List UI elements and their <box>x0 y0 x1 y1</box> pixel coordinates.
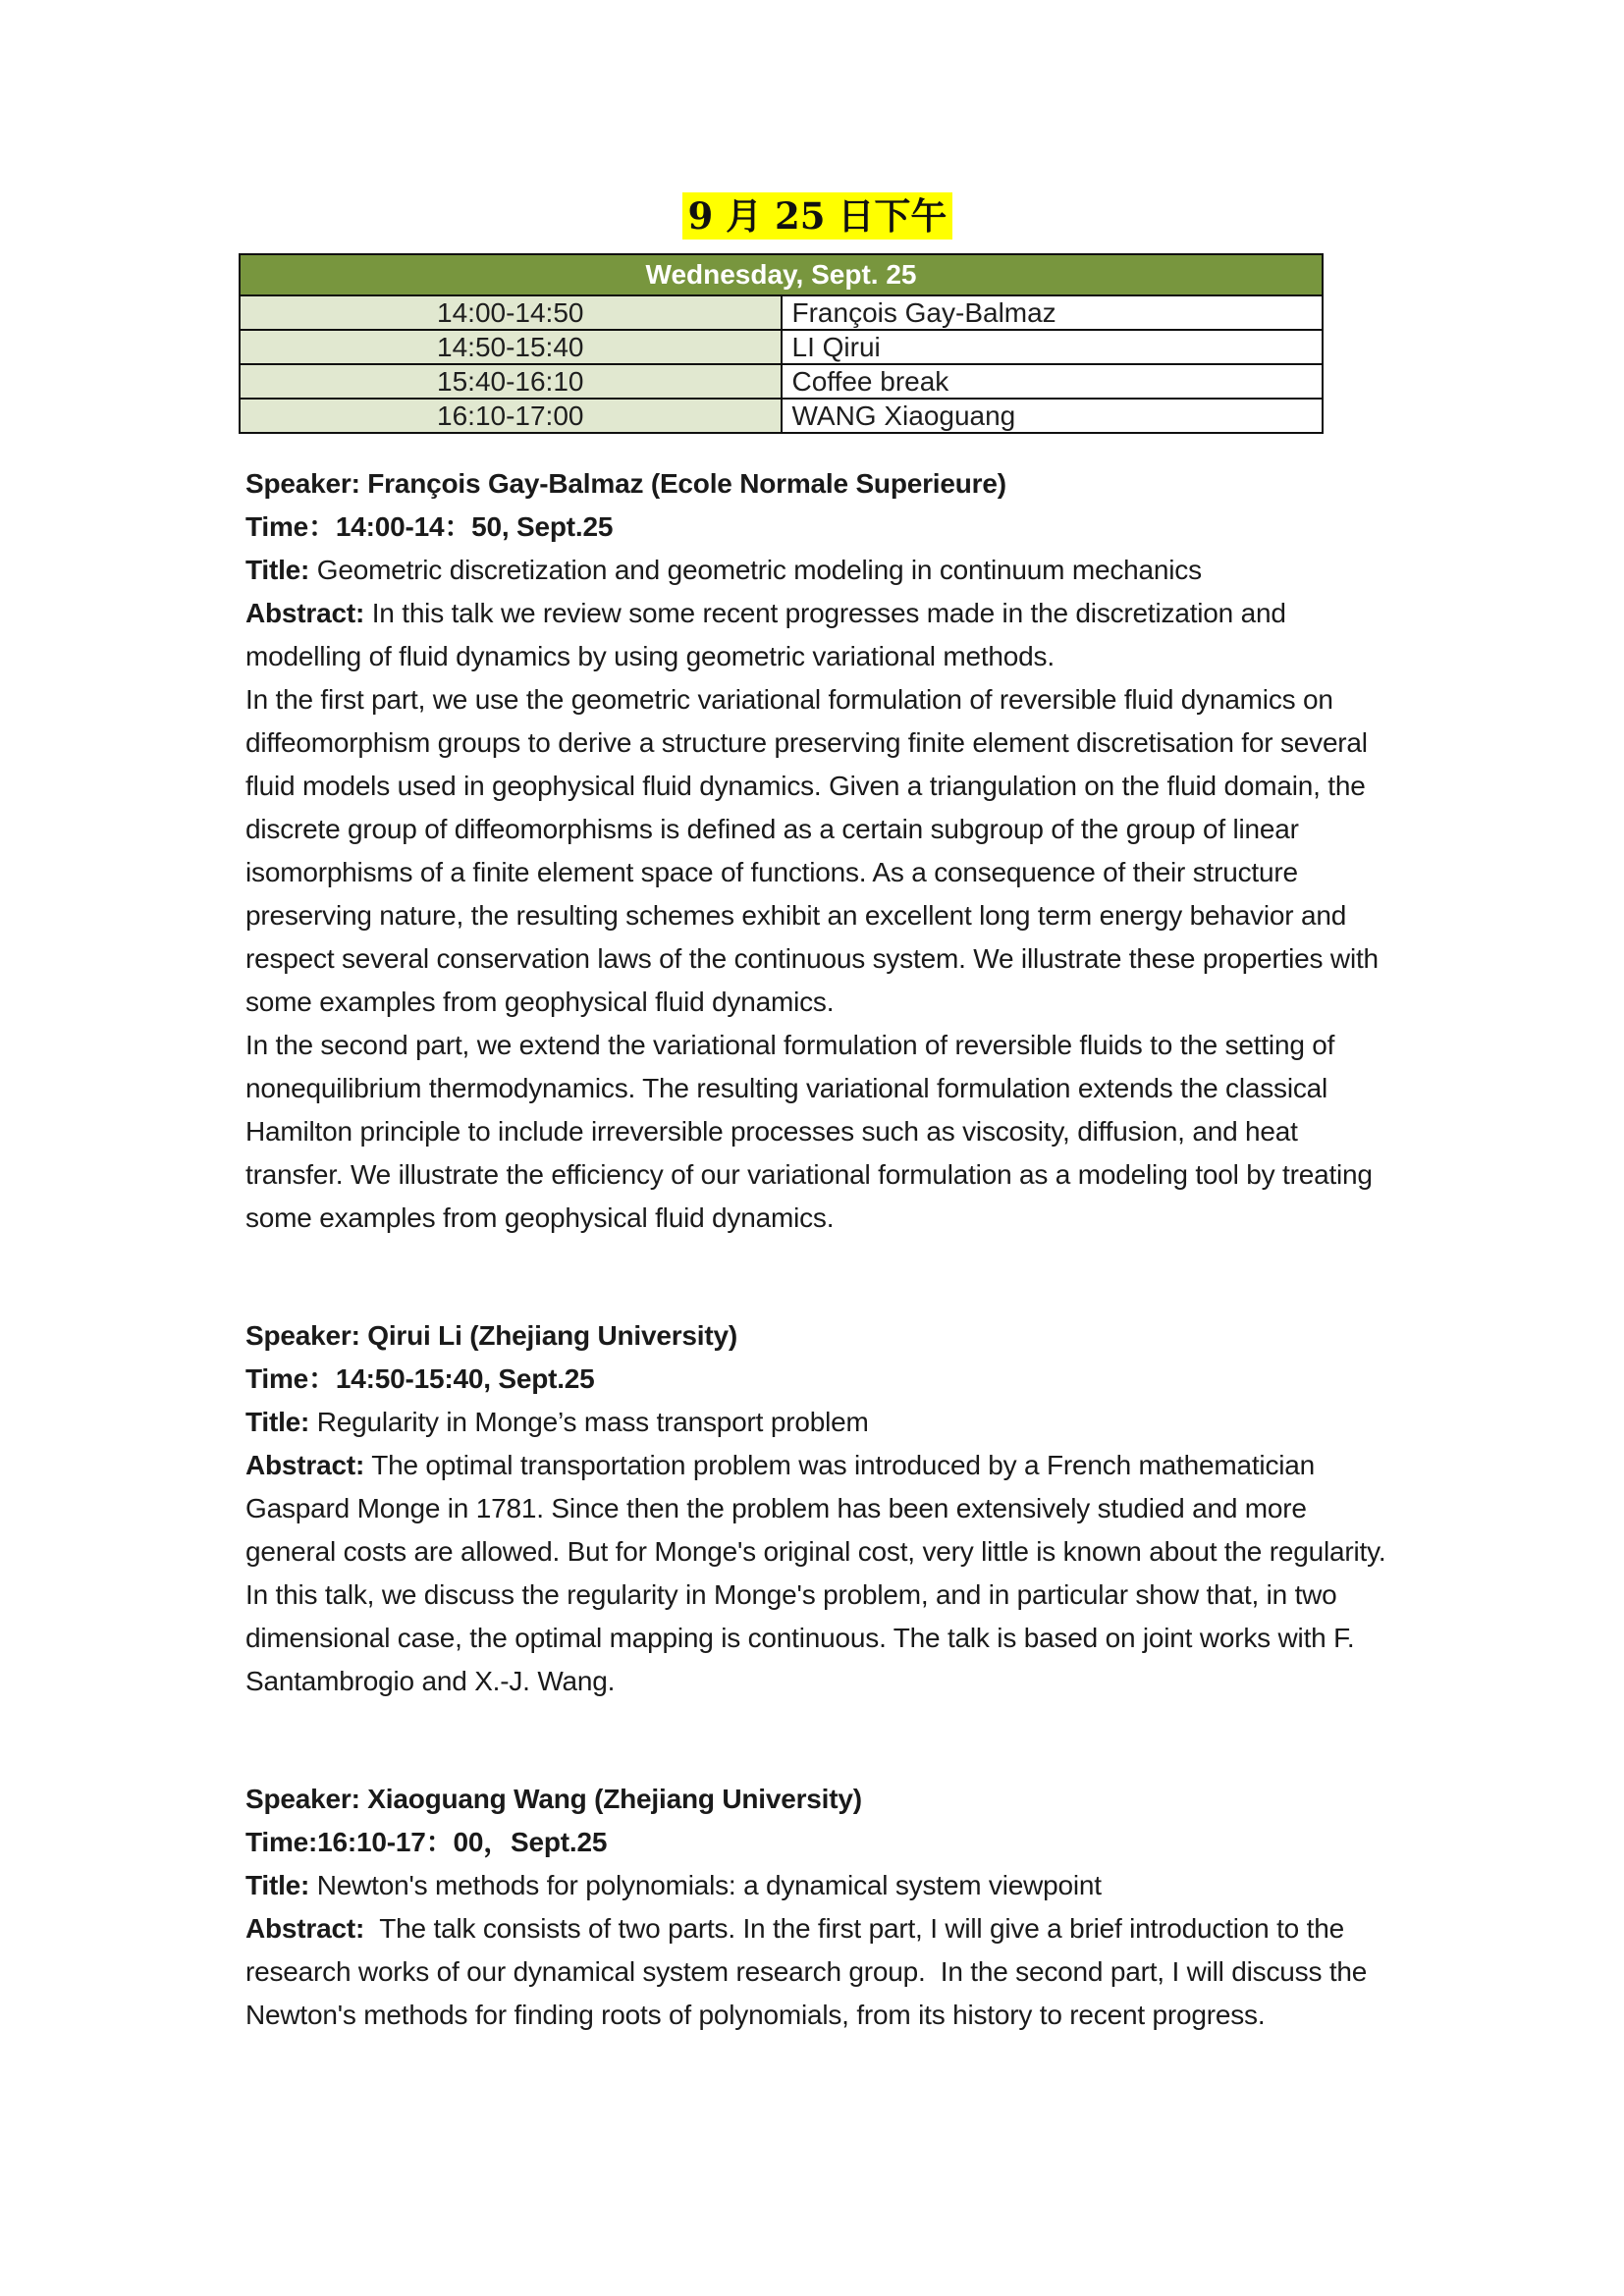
title-text: Regularity in Monge’s mass transport problem <box>309 1407 869 1437</box>
page-title: 9 月 25 日下午 <box>682 192 953 240</box>
abstract-text: The talk consists of two parts. In the first part, I will give a brief introduction to the research works of our dynamical system research group. In the second part, I will discuss the Newton's methods for finding roots of polynomials, from its history to recent progress. <box>245 1913 1368 2030</box>
abstract-paragraph <box>245 1907 1389 2037</box>
speaker-line: Speaker: François Gay-Balmaz (Ecole Normale Superieure) <box>245 468 1006 499</box>
time-line: Time：14:00-14：50, Sept.25 <box>245 511 614 542</box>
time-cell: 15:40-16:10 <box>240 364 782 399</box>
time-line: Time:16:10-17：00，Sept.25 <box>245 1827 608 1857</box>
time-cell: 16:10-17:00 <box>240 399 782 433</box>
event-cell: WANG Xiaoguang <box>782 399 1324 433</box>
title-line <box>245 1864 1389 1907</box>
page-title-row <box>245 192 1389 240</box>
speaker-line: Speaker: Xiaoguang Wang (Zhejiang University) <box>245 1784 862 1814</box>
section-gap <box>245 1240 1389 1314</box>
event-cell: LI Qirui <box>782 330 1324 364</box>
speaker-line: Speaker: Qirui Li (Zhejiang University) <box>245 1320 737 1351</box>
time-cell: 14:00-14:50 <box>240 295 782 330</box>
section-gap <box>245 1703 1389 1778</box>
event-cell: François Gay-Balmaz <box>782 295 1324 330</box>
title-label: Title: <box>245 1870 310 1900</box>
table-row <box>240 364 1323 399</box>
sessions-text <box>245 462 1389 2037</box>
session-2 <box>245 1314 1389 1703</box>
abstract-label: Abstract: <box>245 1913 365 1944</box>
table-row <box>240 295 1323 330</box>
abstract-paragraph <box>245 592 1389 678</box>
abstract-paragraph: In the first part, we use the geometric variational formulation of reversible fluid dynamics on diffeomorphism groups to derive a structure preserving finite element discretisation for several fluid models used in geophysical fluid dynamics. Given a triangulation on the fluid domain, the discrete group of diffeomorphisms is defined as a certain subgroup of the group of linear isomorphisms of a finite element space of functions. As a consequence of their structure preserving nature, the resulting schemes exhibit an excellent long term energy behavior and respect several conservation laws of the continuous system. We illustrate these properties with some examples from geophysical fluid dynamics. <box>245 684 1379 1017</box>
abstract-paragraph: In the second part, we extend the variational formulation of reversible fluids to the setting of nonequilibrium thermodynamics. The resulting variational formulation extends the classical Hamilton principle to include irreversible processes such as viscosity, diffusion, and heat transfer. We illustrate the efficiency of our variational formulation as a modeling tool by treating some examples from geophysical fluid dynamics. <box>245 1030 1373 1233</box>
title-line <box>245 1401 1389 1444</box>
event-cell: Coffee break <box>782 364 1324 399</box>
time-line: Time：14:50-15:40, Sept.25 <box>245 1363 595 1394</box>
title-text: Newton's methods for polynomials: a dynamical system viewpoint <box>309 1870 1102 1900</box>
abstract-paragraph <box>245 1444 1389 1703</box>
title-text: Geometric discretization and geometric modeling in continuum mechanics <box>309 555 1202 585</box>
session-3 <box>245 1778 1389 2037</box>
schedule-table <box>239 253 1324 434</box>
title-label: Title: <box>245 1407 310 1437</box>
title-label: Title: <box>245 555 310 585</box>
schedule-header-row <box>240 254 1323 295</box>
title-line <box>245 549 1389 592</box>
schedule-header-cell: Wednesday, Sept. 25 <box>240 254 1323 295</box>
abstract-label: Abstract: <box>245 598 365 628</box>
abstract-text: In this talk we review some recent progresses made in the discretization and modelling of fluid dynamics by using geometric variational methods. <box>245 598 1286 671</box>
table-row <box>240 330 1323 364</box>
document-content <box>245 192 1389 2037</box>
session-1 <box>245 462 1389 1240</box>
abstract-text: The optimal transportation problem was introduced by a French mathematician Gaspard Monge in 1781. Since then the problem has been extensively studied and more general costs are allowed. But for Monge's original cost, very little is known about the regularity. In this talk, we discuss the regularity in Monge's problem, and in particular show that, in two dimensional case, the optimal mapping is continuous. The talk is based on joint works with F. Santambrogio and X.-J. Wang. <box>245 1450 1386 1696</box>
abstract-label: Abstract: <box>245 1450 365 1480</box>
table-row <box>240 399 1323 433</box>
time-cell: 14:50-15:40 <box>240 330 782 364</box>
